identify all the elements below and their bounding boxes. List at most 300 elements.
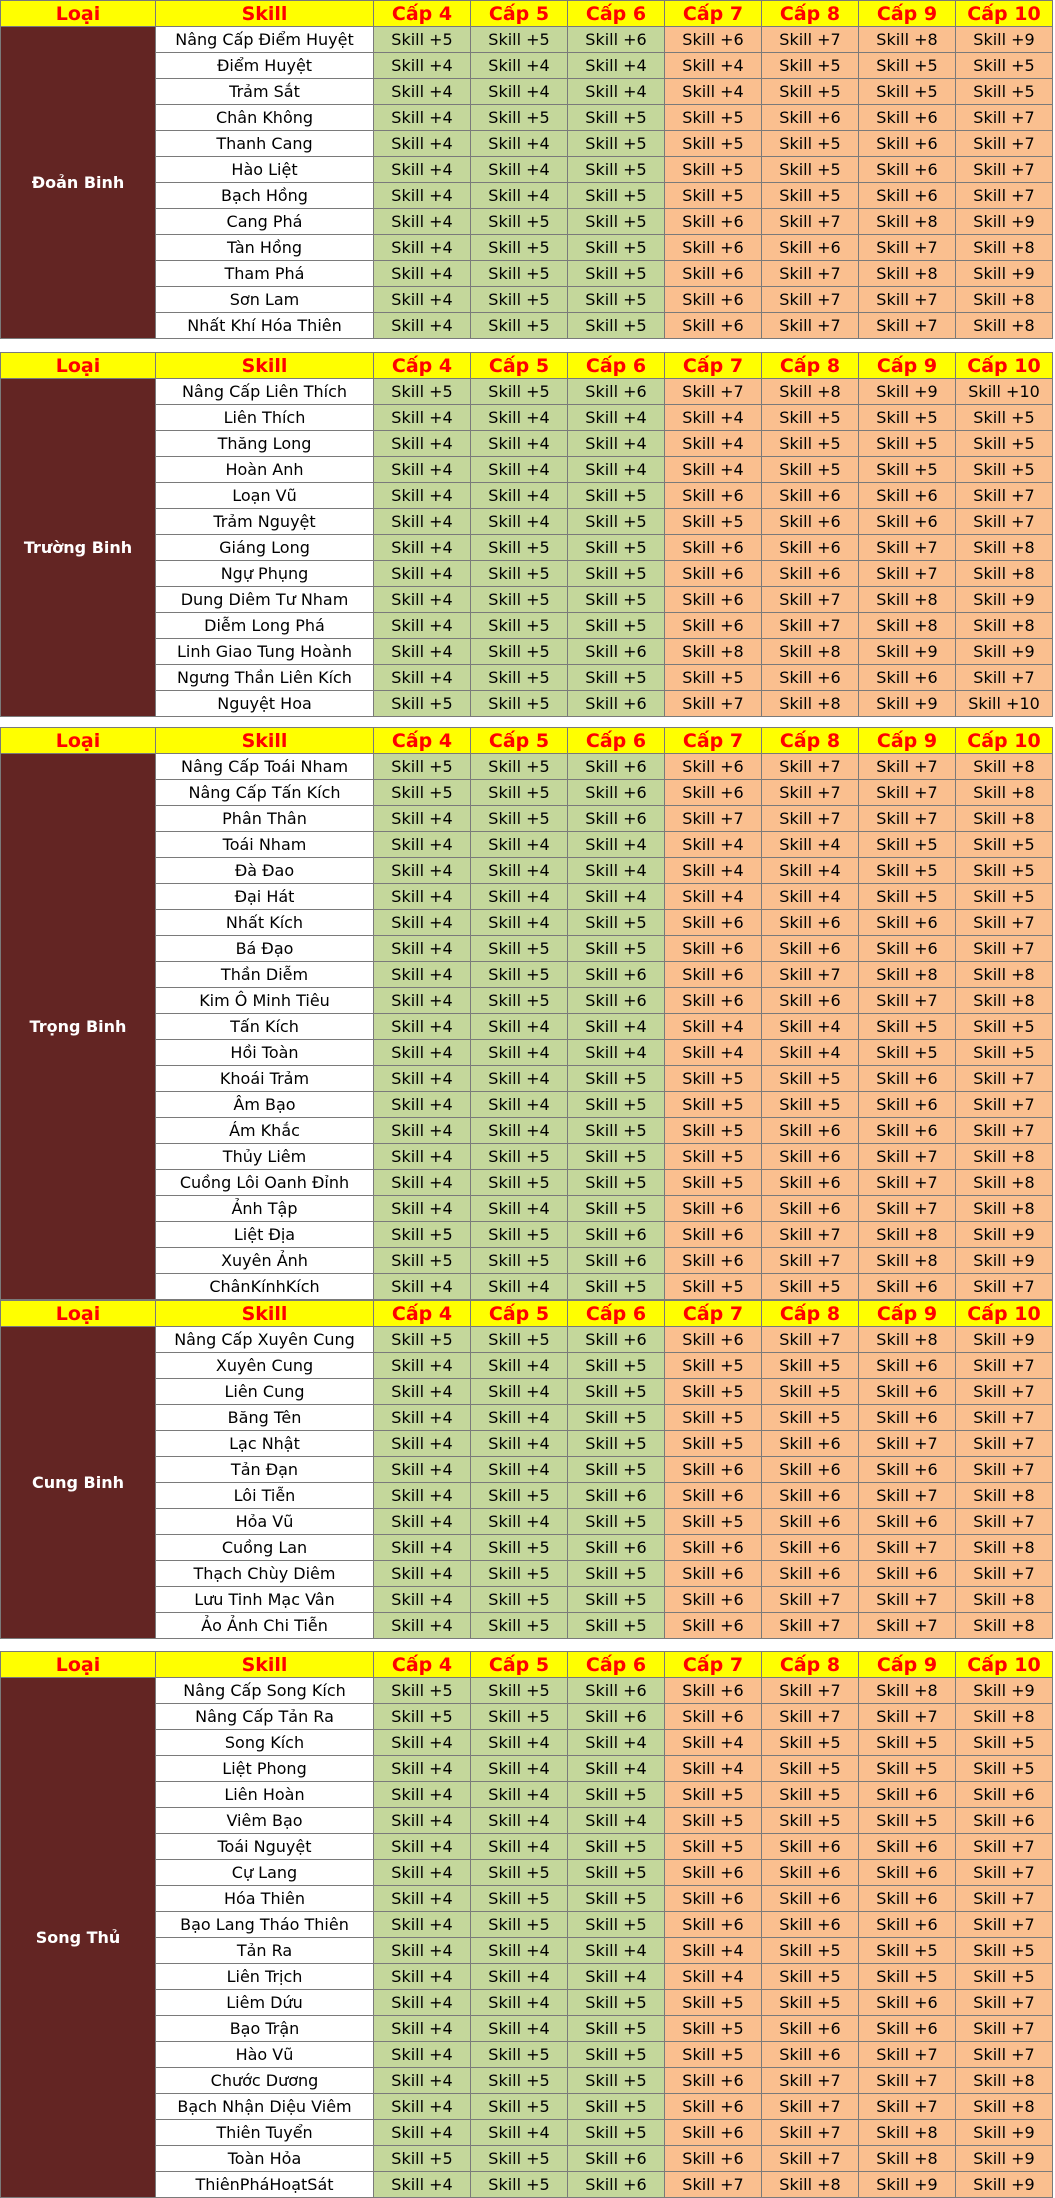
header-row [1,1,1053,27]
skill-value: Skill +4 [374,1990,471,2016]
category-cell: Trọng Binh [1,754,156,1300]
header-skill: Skill [156,353,374,379]
skill-value: Skill +5 [568,1431,665,1457]
skill-value: Skill +4 [374,1405,471,1431]
header-level: Cấp 6 [568,353,665,379]
skill-value: Skill +5 [568,1509,665,1535]
skill-value: Skill +7 [956,1274,1053,1300]
skill-value: Skill +6 [665,209,762,235]
skill-value: Skill +8 [956,962,1053,988]
table-row [1,2068,1053,2094]
skill-value: Skill +4 [374,1912,471,1938]
skill-value: Skill +7 [859,535,956,561]
skill-value: Skill +5 [665,1066,762,1092]
skill-value: Skill +4 [471,1118,568,1144]
skill-value: Skill +9 [956,261,1053,287]
skill-value: Skill +6 [859,1092,956,1118]
skill-value: Skill +9 [956,2172,1053,2198]
skill-value: Skill +5 [471,613,568,639]
skill-name: Ám Khắc [156,1118,374,1144]
skill-value: Skill +5 [859,1014,956,1040]
skill-value: Skill +8 [956,1535,1053,1561]
skill-name: Chân Không [156,105,374,131]
table-row [1,639,1053,665]
table-row [1,209,1053,235]
table-row [1,613,1053,639]
skill-value: Skill +5 [568,2120,665,2146]
skill-value: Skill +4 [374,1860,471,1886]
skill-value: Skill +6 [859,910,956,936]
skill-value: Skill +4 [665,79,762,105]
skill-value: Skill +6 [762,1118,859,1144]
skill-value: Skill +5 [568,209,665,235]
skill-name: Xuyên Ảnh [156,1248,374,1274]
category-cell: Cung Binh [1,1327,156,1639]
skill-value: Skill +4 [568,1756,665,1782]
skill-value: Skill +6 [762,665,859,691]
skill-value: Skill +6 [665,1912,762,1938]
table-row [1,1040,1053,1066]
skill-value: Skill +4 [568,1938,665,1964]
header-row [1,1301,1053,1327]
skill-value: Skill +5 [762,1782,859,1808]
skill-value: Skill +7 [859,1196,956,1222]
skill-value: Skill +6 [665,535,762,561]
skill-value: Skill +6 [665,2120,762,2146]
skill-value: Skill +7 [956,131,1053,157]
skill-value: Skill +8 [956,561,1053,587]
skill-value: Skill +5 [568,1886,665,1912]
skill-value: Skill +5 [568,910,665,936]
skill-name: Nâng Cấp Điểm Huyệt [156,27,374,53]
skill-value: Skill +9 [956,1222,1053,1248]
skill-value: Skill +6 [859,1886,956,1912]
skill-value: Skill +5 [471,665,568,691]
skill-value: Skill +4 [374,1938,471,1964]
header-skill: Skill [156,1,374,27]
skill-table [0,0,1053,339]
skill-value: Skill +7 [762,2068,859,2094]
skill-value: Skill +4 [374,639,471,665]
table-row [1,962,1053,988]
table-row [1,105,1053,131]
skill-value: Skill +5 [956,431,1053,457]
skill-value: Skill +5 [471,1860,568,1886]
skill-value: Skill +5 [762,1938,859,1964]
skill-value: Skill +4 [762,1040,859,1066]
skill-value: Skill +4 [471,53,568,79]
skill-value: Skill +6 [665,287,762,313]
skill-value: Skill +6 [859,131,956,157]
skill-value: Skill +9 [859,639,956,665]
skill-value: Skill +7 [762,613,859,639]
skill-value: Skill +4 [762,1014,859,1040]
skill-value: Skill +6 [568,1704,665,1730]
skill-value: Skill +5 [568,936,665,962]
skill-value: Skill +6 [568,379,665,405]
skill-value: Skill +6 [762,1509,859,1535]
skill-value: Skill +6 [568,2146,665,2172]
table-row [1,535,1053,561]
skill-value: Skill +8 [859,1327,956,1353]
skill-value: Skill +4 [374,1730,471,1756]
table-row [1,665,1053,691]
skill-value: Skill +6 [762,1834,859,1860]
skill-value: Skill +5 [568,1457,665,1483]
skill-value: Skill +6 [568,1678,665,1704]
skill-value: Skill +6 [568,691,665,717]
skill-value: Skill +4 [665,858,762,884]
skill-value: Skill +5 [568,587,665,613]
skill-value: Skill +8 [956,780,1053,806]
skill-value: Skill +7 [859,1431,956,1457]
skill-value: Skill +4 [568,79,665,105]
skill-value: Skill +5 [471,379,568,405]
skill-value: Skill +4 [374,806,471,832]
skill-value: Skill +4 [471,910,568,936]
table-row [1,1144,1053,1170]
skill-value: Skill +4 [665,405,762,431]
skill-value: Skill +4 [374,1170,471,1196]
skill-value: Skill +5 [568,1834,665,1860]
skill-value: Skill +6 [762,1860,859,1886]
skill-value: Skill +5 [762,1964,859,1990]
skill-value: Skill +6 [665,780,762,806]
skill-table [0,1300,1053,1639]
header-level: Cấp 9 [859,728,956,754]
skill-value: Skill +6 [762,509,859,535]
skill-name: Thiên Tuyển [156,2120,374,2146]
skill-value: Skill +7 [762,2120,859,2146]
skill-value: Skill +6 [762,988,859,1014]
table-row [1,261,1053,287]
skill-value: Skill +7 [956,1431,1053,1457]
header-level: Cấp 4 [374,1301,471,1327]
skill-value: Skill +6 [568,639,665,665]
table-row [1,1912,1053,1938]
skill-value: Skill +7 [859,754,956,780]
skill-value: Skill +9 [956,639,1053,665]
skill-value: Skill +7 [859,561,956,587]
skill-value: Skill +5 [568,1587,665,1613]
skill-value: Skill +7 [956,105,1053,131]
header-level: Cấp 8 [762,353,859,379]
table-row [1,235,1053,261]
skill-value: Skill +5 [471,1483,568,1509]
skill-value: Skill +4 [665,53,762,79]
skill-table [0,1651,1053,2198]
skill-value: Skill +6 [762,2016,859,2042]
skill-value: Skill +5 [665,1431,762,1457]
skill-name: Bạch Nhận Diệu Viêm [156,2094,374,2120]
skill-value: Skill +7 [859,1483,956,1509]
skill-value: Skill +5 [859,858,956,884]
header-level: Cấp 10 [956,1652,1053,1678]
table-row [1,2120,1053,2146]
skill-name: Xuyên Cung [156,1353,374,1379]
skill-value: Skill +5 [471,806,568,832]
skill-name: Cuồng Lôi Oanh Đỉnh [156,1170,374,1196]
skill-name: Nâng Cấp Xuyên Cung [156,1327,374,1353]
skill-value: Skill +5 [374,2146,471,2172]
skill-value: Skill +6 [665,2068,762,2094]
skill-name: Tản Ra [156,1938,374,1964]
skill-value: Skill +5 [471,535,568,561]
skill-value: Skill +5 [665,1782,762,1808]
skill-value: Skill +8 [956,2094,1053,2120]
skill-value: Skill +4 [374,1561,471,1587]
skill-value: Skill +5 [762,1730,859,1756]
skill-name: Kim Ô Minh Tiêu [156,988,374,1014]
skill-value: Skill +4 [471,183,568,209]
skill-value: Skill +5 [568,1353,665,1379]
skill-name: Liên Trịch [156,1964,374,1990]
skill-name: Thủy Liêm [156,1144,374,1170]
skill-value: Skill +4 [568,1964,665,1990]
skill-value: Skill +8 [956,806,1053,832]
skill-value: Skill +5 [471,2146,568,2172]
skill-value: Skill +6 [859,1457,956,1483]
skill-value: Skill +6 [665,1886,762,1912]
skill-value: Skill +6 [665,1248,762,1274]
skill-value: Skill +8 [859,2120,956,2146]
skill-value: Skill +5 [568,313,665,339]
skill-value: Skill +7 [859,2094,956,2120]
skill-value: Skill +5 [568,105,665,131]
skill-value: Skill +6 [762,910,859,936]
skill-value: Skill +5 [956,53,1053,79]
skill-name: Ảnh Tập [156,1196,374,1222]
skill-value: Skill +4 [471,1353,568,1379]
skill-value: Skill +6 [762,1886,859,1912]
skill-value: Skill +5 [471,1327,568,1353]
skill-value: Skill +5 [568,1144,665,1170]
skill-name: Nâng Cấp Toái Nham [156,754,374,780]
skill-name: Thăng Long [156,431,374,457]
skill-value: Skill +4 [665,1938,762,1964]
skill-value: Skill +4 [374,1353,471,1379]
skill-value: Skill +6 [762,2042,859,2068]
header-level: Cấp 9 [859,1301,956,1327]
skill-name: Bạo Trận [156,2016,374,2042]
skill-name: Khoái Trảm [156,1066,374,1092]
skill-value: Skill +4 [568,1014,665,1040]
skill-value: Skill +8 [762,379,859,405]
skill-value: Skill +5 [471,587,568,613]
skill-value: Skill +5 [665,2042,762,2068]
table-row [1,2172,1053,2198]
skill-value: Skill +5 [665,509,762,535]
skill-value: Skill +4 [471,884,568,910]
skill-value: Skill +6 [762,235,859,261]
skill-value: Skill +5 [762,1756,859,1782]
header-row [1,1652,1053,1678]
skill-value: Skill +5 [471,1561,568,1587]
skill-value: Skill +4 [471,858,568,884]
skill-value: Skill +8 [859,1678,956,1704]
table-row [1,988,1053,1014]
skill-value: Skill +5 [859,53,956,79]
skill-value: Skill +4 [471,1405,568,1431]
skill-name: Hóa Thiên [156,1886,374,1912]
header-level: Cấp 4 [374,1,471,27]
skill-value: Skill +7 [665,806,762,832]
skill-value: Skill +9 [956,2146,1053,2172]
skill-value: Skill +4 [374,2016,471,2042]
skill-value: Skill +4 [374,665,471,691]
skill-value: Skill +5 [956,1730,1053,1756]
skill-value: Skill +5 [568,561,665,587]
skill-value: Skill +7 [956,1834,1053,1860]
skill-value: Skill +7 [956,1405,1053,1431]
skill-value: Skill +6 [859,2016,956,2042]
skill-value: Skill +4 [374,1014,471,1040]
skill-value: Skill +5 [665,1379,762,1405]
table-row [1,1678,1053,1704]
header-level: Cấp 10 [956,1,1053,27]
skill-name: Cự Lang [156,1860,374,1886]
header-level: Cấp 10 [956,353,1053,379]
skill-value: Skill +4 [471,1509,568,1535]
skill-name: Trảm Nguyệt [156,509,374,535]
table-row [1,884,1053,910]
table-row [1,1860,1053,1886]
skill-value: Skill +4 [762,832,859,858]
skill-name: ThiênPháHoạtSát [156,2172,374,2198]
skill-value: Skill +5 [665,105,762,131]
skill-name: Sơn Lam [156,287,374,313]
skill-value: Skill +4 [471,1379,568,1405]
skill-value: Skill +5 [762,405,859,431]
skill-value: Skill +5 [762,1808,859,1834]
skill-value: Skill +7 [859,1587,956,1613]
skill-value: Skill +4 [471,1066,568,1092]
header-loai: Loại [1,728,156,754]
header-row [1,728,1053,754]
skill-value: Skill +4 [374,287,471,313]
skill-value: Skill +8 [956,754,1053,780]
skill-value: Skill +4 [374,2094,471,2120]
table-row [1,1756,1053,1782]
table-row [1,1730,1053,1756]
skill-value: Skill +7 [859,313,956,339]
skill-value: Skill +6 [859,1066,956,1092]
header-level: Cấp 7 [665,1652,762,1678]
skill-value: Skill +4 [471,1431,568,1457]
skill-value: Skill +4 [471,1808,568,1834]
skill-value: Skill +5 [956,1040,1053,1066]
skill-value: Skill +7 [859,2068,956,2094]
skill-value: Skill +5 [471,1912,568,1938]
skill-value: Skill +6 [859,483,956,509]
skill-value: Skill +7 [956,665,1053,691]
skill-value: Skill +5 [568,1196,665,1222]
skill-value: Skill +4 [471,1092,568,1118]
skill-value: Skill +5 [471,313,568,339]
skill-value: Skill +5 [568,1405,665,1431]
skill-value: Skill +7 [956,936,1053,962]
skill-value: Skill +5 [471,1587,568,1613]
skill-value: Skill +5 [956,1964,1053,1990]
table-row [1,691,1053,717]
skill-value: Skill +4 [471,1274,568,1300]
skill-value: Skill +7 [956,1886,1053,1912]
skill-value: Skill +8 [762,2172,859,2198]
skill-value: Skill +7 [859,1144,956,1170]
skill-value: Skill +4 [568,1040,665,1066]
skill-value: Skill +7 [762,1248,859,1274]
skill-name: Nâng Cấp Song Kích [156,1678,374,1704]
table-row [1,457,1053,483]
skill-value: Skill +4 [568,457,665,483]
table-row [1,1457,1053,1483]
skill-value: Skill +4 [374,884,471,910]
skill-value: Skill +7 [762,754,859,780]
table-row [1,1014,1053,1040]
header-level: Cấp 6 [568,1652,665,1678]
skill-value: Skill +5 [956,79,1053,105]
table-row [1,1405,1053,1431]
table-row [1,1222,1053,1248]
table-row [1,780,1053,806]
table-row [1,1170,1053,1196]
skill-value: Skill +4 [374,988,471,1014]
skill-value: Skill +4 [374,1509,471,1535]
skill-name: Dung Diêm Tư Nham [156,587,374,613]
skill-value: Skill +6 [859,1834,956,1860]
skill-value: Skill +5 [471,988,568,1014]
skill-value: Skill +5 [471,754,568,780]
skill-value: Skill +6 [665,2094,762,2120]
header-level: Cấp 6 [568,728,665,754]
skill-name: Ngự Phụng [156,561,374,587]
skill-value: Skill +5 [956,884,1053,910]
table-row [1,1535,1053,1561]
skill-value: Skill +5 [568,1561,665,1587]
skill-value: Skill +6 [859,183,956,209]
skill-name: Trảm Sắt [156,79,374,105]
skill-name: Cuồng Lan [156,1535,374,1561]
skill-value: Skill +5 [568,2068,665,2094]
skill-value: Skill +4 [762,858,859,884]
skill-value: Skill +7 [762,587,859,613]
skill-value: Skill +5 [956,405,1053,431]
skill-value: Skill +4 [665,431,762,457]
skill-value: Skill +5 [568,613,665,639]
skill-value: Skill +5 [859,1808,956,1834]
skill-value: Skill +5 [471,2042,568,2068]
skill-value: Skill +4 [374,535,471,561]
skill-value: Skill +4 [374,261,471,287]
skill-value: Skill +4 [568,53,665,79]
skill-value: Skill +5 [471,1222,568,1248]
skill-value: Skill +5 [568,2094,665,2120]
skill-value: Skill +5 [471,639,568,665]
skill-value: Skill +7 [762,1327,859,1353]
skill-value: Skill +4 [665,1730,762,1756]
skill-value: Skill +5 [859,457,956,483]
skill-value: Skill +7 [762,780,859,806]
skill-name: Liên Cung [156,1379,374,1405]
skill-name: Thanh Cang [156,131,374,157]
skill-value: Skill +4 [568,1730,665,1756]
table-row [1,910,1053,936]
skill-value: Skill +5 [471,2094,568,2120]
skill-value: Skill +5 [374,27,471,53]
skill-value: Skill +4 [471,483,568,509]
skill-value: Skill +4 [568,858,665,884]
table-row [1,405,1053,431]
